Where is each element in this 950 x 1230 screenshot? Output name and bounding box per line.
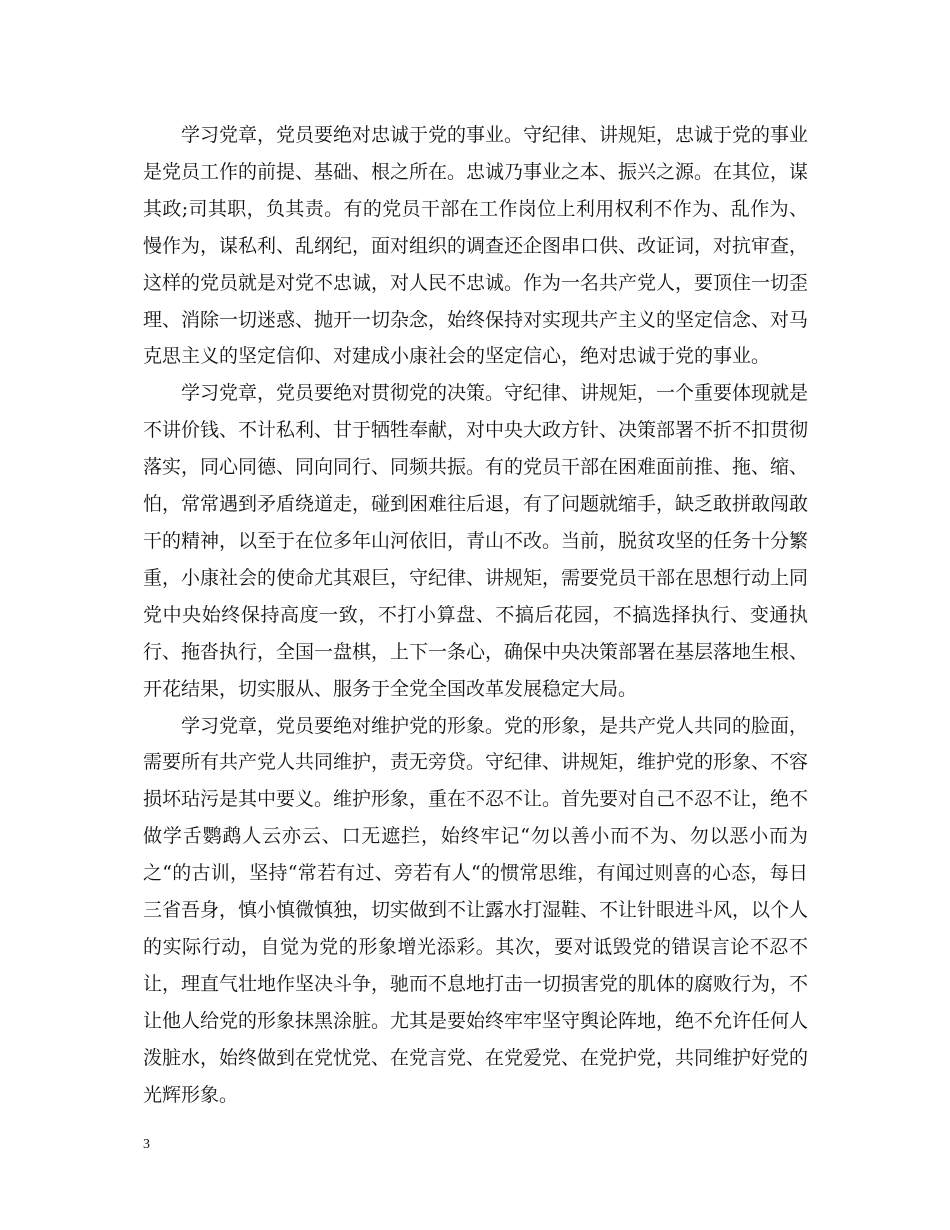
paragraph-2: 学习党章，党员要绝对贯彻党的决策。守纪律、讲规矩，一个重要体现就是不讲价钱、不计私利、甘于牺牲奉献，对中央大政方针、决策部署不折不扣贯彻落实，同心同德、同向同行、同频共振。有的党员干部在困难面前推、拖、缩、怕，常常遇到矛盾绕道走，碰到困难往后退，有了问题就缩手，缺乏敢拼敢闯敢干的精神，以至于在位多年山河依旧，青山不改。当前，脱贫攻坚的任务十分繁重，小康社会的使命尤其艰巨，守纪律、讲规矩，需要党员干部在思想行动上同党中央始终保持高度一致，不打小算盘、不搞后花园，不搞选择执行、变通执行、拖沓执行，全国一盘棋，上下一条心，确保中央决策部署在基层落地生根、开花结果，切实服从、服务于全党全国改革发展稳定大局。 [143, 382, 809, 700]
paragraph-3: 学习党章，党员要绝对维护党的形象。党的形象，是共产党人共同的脸面，需要所有共产党人共同维护，责无旁贷。守纪律、讲规矩，维护党的形象、不容损坏玷污是其中要义。维护形象，重在不忍不让。首先要对自己不忍不让，绝不做学舌鹦鹉人云亦云、口无遮拦，始终牢记“勿以善小而不为、勿以恶小而为之“的古训，坚持“常若有过、旁若有人“的惯常思维，有闻过则喜的心态，每日三省吾身，慎小慎微慎独，切实做到不让露水打湿鞋、不让针眼进斗风，以个人的实际行动，自觉为党的形象增光添彩。其次，要对诋毁党的错误言论不忍不让，理直气壮地作坚决斗争，驰而不息地打击一切损害党的肌体的腐败行为，不让他人给党的形象抹黑涂脏。尤其是要始终牢牢坚守舆论阵地，绝不允许任何人泼脏水，始终做到在党忧党、在党言党、在党爱党、在党护党，共同维护好党的光辉形象。 [143, 714, 809, 1106]
paragraph-1: 学习党章，党员要绝对忠诚于党的事业。守纪律、讲规矩，忠诚于党的事业是党员工作的前提、基础、根之所在。忠诚乃事业之本、振兴之源。在其位，谋其政;司其职，负其责。有的党员干部在工作岗位上利用权利不作为、乱作为、慢作为，谋私利、乱纲纪，面对组织的调查还企图串口供、改证词，对抗审查，这样的党员就是对党不忠诚，对人民不忠诚。作为一名共产党人，要顶住一切歪理、消除一切迷惑、抛开一切杂念，始终保持对实现共产主义的坚定信念、对马克思主义的坚定信仰、对建成小康社会的坚定信心，绝对忠诚于党的事业。 [143, 124, 809, 368]
page-number: 3 [143, 1137, 150, 1152]
document-body [143, 117, 808, 1113]
